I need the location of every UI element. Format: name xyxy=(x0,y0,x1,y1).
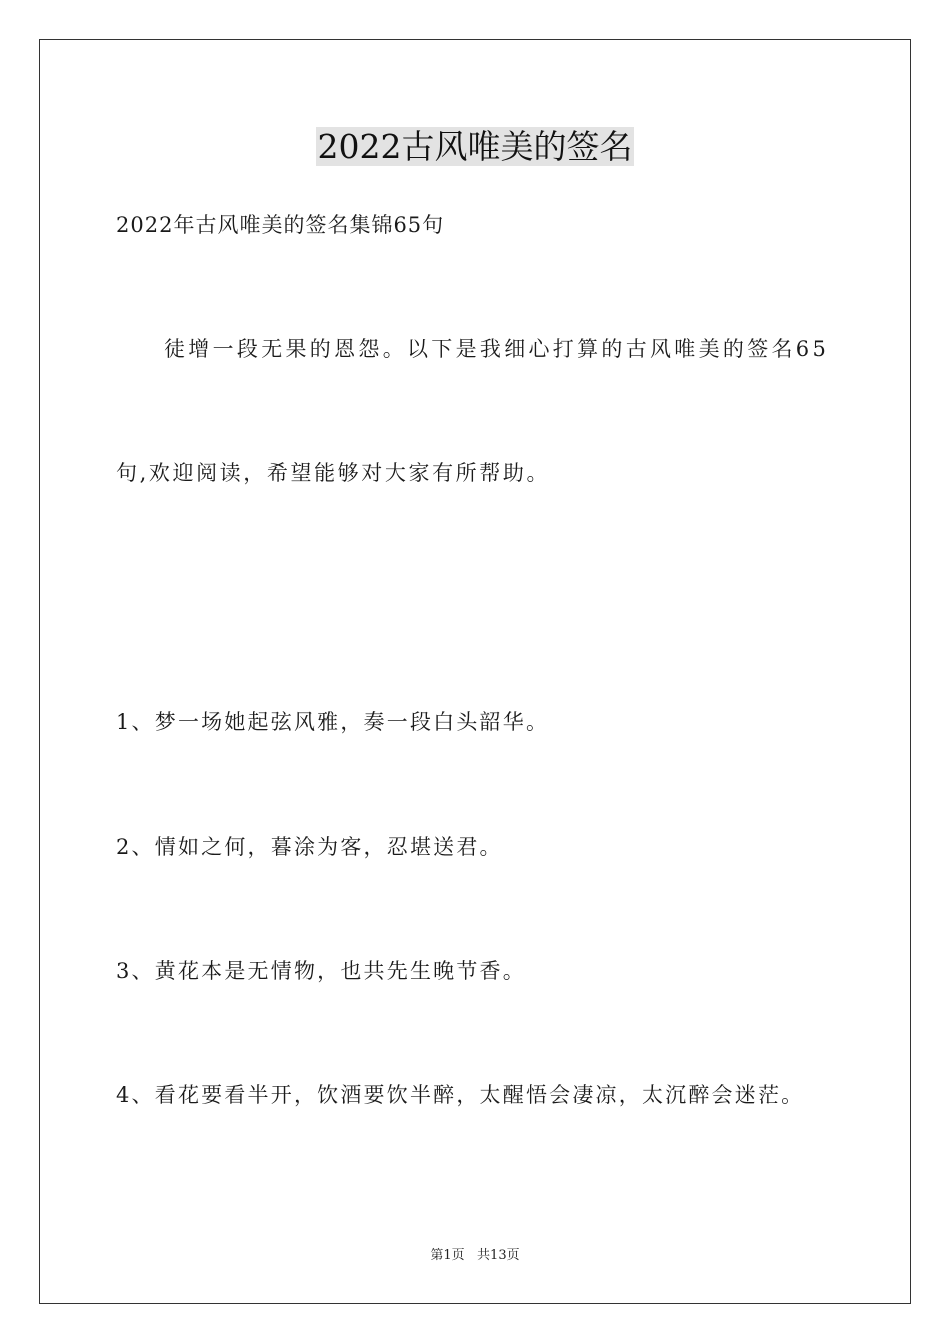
intro-paragraph-line-1: 徒增一段无果的恩怨。以下是我细心打算的古风唯美的签名65 xyxy=(164,337,830,361)
list-item: 1、梦一场她起弦风雅，奏一段白头韶华。 xyxy=(116,710,550,734)
intro-paragraph-line-2: 句,欢迎阅读，希望能够对大家有所帮助。 xyxy=(116,461,551,485)
page-indicator: 第1页 共13页 xyxy=(430,1248,520,1263)
list-item: 4、看花要看半开，饮酒要饮半醉，太醒悟会凄凉，太沉醉会迷茫。 xyxy=(116,1083,805,1107)
document-title: 2022古风唯美的签名 xyxy=(317,127,633,166)
document-title-block xyxy=(0,126,950,168)
list-item: 3、黄花本是无情物，也共先生晚节香。 xyxy=(116,959,526,983)
document-subtitle: 2022年古风唯美的签名集锦65句 xyxy=(116,213,445,237)
list-item: 2、情如之何，暮涂为客，忍堪送君。 xyxy=(116,835,503,859)
